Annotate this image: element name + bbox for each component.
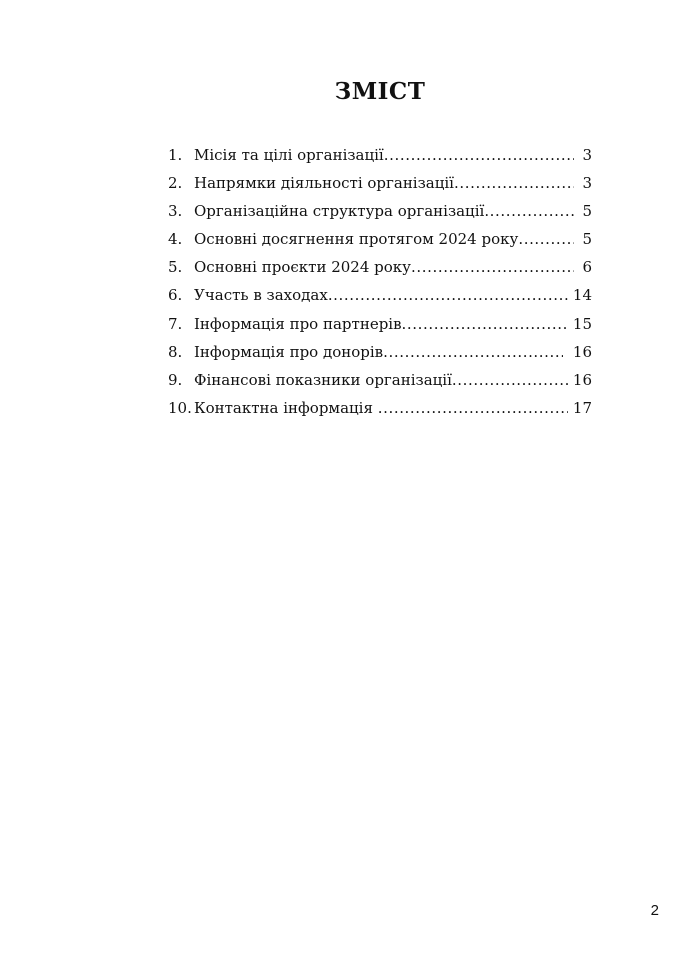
footer-page-number: 2 xyxy=(650,902,659,919)
toc-entry xyxy=(168,169,592,197)
toc-entry-label: Контактна інформація xyxy=(194,398,378,417)
toc-leader-dots xyxy=(411,253,574,281)
toc-entry xyxy=(168,366,592,394)
toc-list xyxy=(168,141,592,422)
toc-entry-page: 15 xyxy=(572,314,592,333)
toc-entry-page: 16 xyxy=(572,370,592,389)
toc-entry-page: 6 xyxy=(582,258,592,277)
toc-entry xyxy=(168,338,592,366)
toc-entry-number: 5. xyxy=(168,258,183,277)
toc-entry-page: 3 xyxy=(582,146,592,164)
toc-entry xyxy=(168,310,592,338)
toc-leader-dots xyxy=(378,394,568,422)
toc-leader-dots xyxy=(383,338,563,366)
toc-leader-dots xyxy=(384,141,574,169)
toc-entry-page: 5 xyxy=(582,230,592,249)
toc-entry-label: Фінансові показники організації xyxy=(194,370,452,389)
toc-leader-dots xyxy=(484,197,574,225)
toc-entry-label: Інформація про партнерів xyxy=(194,314,402,333)
toc-entry-page: 5 xyxy=(582,202,592,221)
toc-entry-label: Основні досягнення протягом 2024 року xyxy=(194,230,519,249)
toc-entry xyxy=(168,197,592,225)
toc-entry-label: Організаційна структура організації xyxy=(194,202,485,221)
toc-entry-page: 3 xyxy=(582,174,592,193)
toc-entry-number: 7. xyxy=(168,314,183,333)
toc-entry-page: 14 xyxy=(572,286,592,305)
toc-entry-number: 6. xyxy=(168,286,183,305)
toc-leader-dots xyxy=(454,169,574,197)
toc-entry xyxy=(168,253,592,281)
toc-entry xyxy=(168,394,592,422)
toc-entry-number: 10. xyxy=(168,398,192,417)
toc-entry-number: 9. xyxy=(168,370,183,389)
toc-entry-number: 1. xyxy=(168,146,183,164)
toc-entry xyxy=(168,281,592,309)
toc-entry-page: 16 xyxy=(568,342,592,361)
toc-entry-number: 2. xyxy=(168,174,183,193)
toc-leader-dots xyxy=(328,281,568,309)
toc-entry xyxy=(168,141,592,169)
toc-entry xyxy=(168,225,592,253)
page-title: ЗМІСТ xyxy=(334,78,426,105)
toc-entry-page: 17 xyxy=(572,398,592,417)
toc-entry-label: Напрямки діяльності організації xyxy=(194,174,454,193)
toc-entry-label: Інформація про донорів xyxy=(194,342,384,361)
toc-entry-number: 4. xyxy=(168,230,183,249)
toc-entry-label: Місія та цілі організації xyxy=(194,146,384,164)
toc-entry-number: 3. xyxy=(168,202,183,221)
toc-entry-label: Участь в заходах xyxy=(194,286,328,305)
toc-leader-dots xyxy=(402,310,568,338)
toc-leader-dots xyxy=(518,225,574,253)
toc-entry-number: 8. xyxy=(168,342,183,361)
toc-entry-label: Основні проєкти 2024 року xyxy=(194,258,411,277)
toc-leader-dots xyxy=(452,366,568,394)
